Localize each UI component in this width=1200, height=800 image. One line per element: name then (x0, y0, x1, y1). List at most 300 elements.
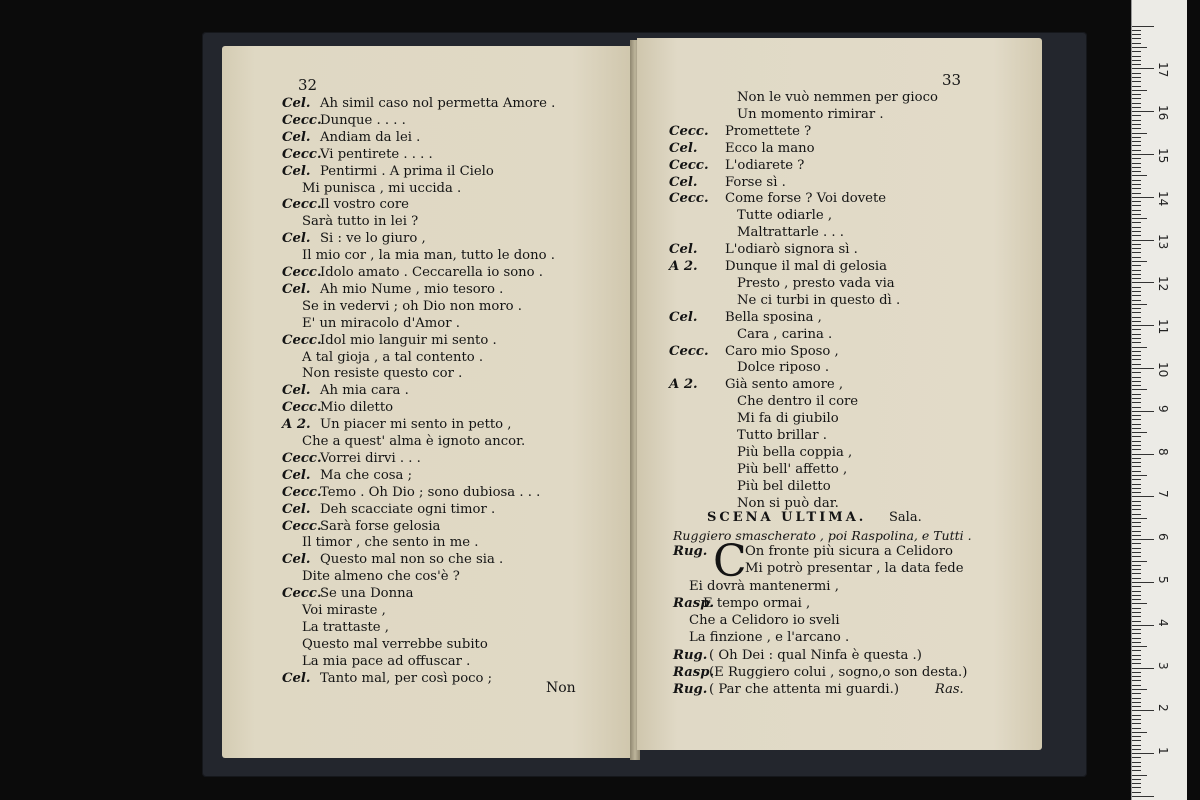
ruler-tick (1132, 270, 1141, 271)
ruler-tick (1132, 137, 1141, 138)
speaker-label: Cel. (669, 174, 698, 190)
ruler-tick (1132, 227, 1141, 228)
ruler-tick (1132, 377, 1141, 378)
verse-line: Ah mia cara . (320, 383, 409, 399)
ruler-tick (1132, 257, 1141, 258)
verse-line: Bella sposina , (725, 309, 822, 325)
ruler-tick (1132, 702, 1141, 703)
ruler-tick (1132, 205, 1141, 206)
ruler-number: 4 (1156, 618, 1170, 627)
ruler-tick (1132, 295, 1141, 296)
ruler-tick (1132, 685, 1141, 686)
ruler-tick (1132, 633, 1141, 634)
ruler-tick (1132, 210, 1141, 211)
ruler-tick (1132, 133, 1147, 134)
ruler-tick (1132, 120, 1141, 121)
speaker-label: Cel. (669, 140, 698, 156)
ruler-tick (1132, 719, 1141, 720)
ruler-tick (1132, 304, 1147, 305)
verse-line: Ecco la mano (725, 140, 815, 156)
ruler-tick (1132, 103, 1141, 104)
ruler-tick (1132, 317, 1141, 318)
ruler-tick (1132, 552, 1141, 553)
verse-line: Vi pentirete . . . . (320, 146, 433, 162)
verse-line: Un momento rimirar . (737, 106, 884, 122)
ruler-tick (1132, 347, 1147, 348)
ruler-tick (1132, 642, 1141, 643)
speaker-label: Cecc. (282, 332, 322, 348)
verse-line: Che a quest' alma è ignoto ancor. (302, 434, 526, 449)
ruler-tick (1132, 488, 1141, 489)
ruler-tick (1132, 231, 1141, 232)
ruler-tick (1132, 740, 1141, 741)
ruler-tick (1132, 364, 1141, 365)
ruler-tick (1132, 86, 1141, 87)
ruler-tick (1132, 732, 1147, 733)
ruler-tick (1132, 475, 1147, 476)
speaker-label: Cel. (282, 501, 311, 517)
ruler-tick (1132, 484, 1141, 485)
speaker-label: Rug. (673, 682, 708, 697)
ruler-tick (1132, 158, 1141, 159)
ruler-tick (1132, 616, 1141, 617)
ruler-tick (1132, 124, 1141, 125)
ruler-tick (1132, 458, 1141, 459)
ruler-tick (1132, 770, 1141, 771)
ruler-tick (1132, 779, 1141, 780)
verse-line: Se in vedervi ; oh Dio non moro . (302, 298, 522, 314)
speaker-label: Cecc. (282, 112, 322, 128)
ruler-tick (1132, 163, 1141, 164)
ruler-tick (1132, 715, 1141, 716)
ruler-number: 15 (1156, 148, 1170, 164)
ruler-tick (1132, 359, 1141, 360)
ruler-tick (1132, 445, 1141, 446)
ruler-number: 9 (1156, 404, 1170, 413)
speaker-label: Cel. (282, 383, 311, 399)
ruler-tick (1132, 449, 1141, 450)
ruler-tick (1132, 278, 1141, 279)
verse-line: Più bel diletto (737, 478, 831, 494)
ruler-tick (1132, 543, 1141, 544)
verse-line: Che a Celidoro io sveli (689, 613, 840, 628)
ruler-number: 17 (1156, 62, 1170, 78)
ruler-tick (1132, 766, 1141, 767)
verse-line: Deh scacciate ogni timor . (320, 501, 496, 517)
ruler-tick (1132, 244, 1141, 245)
ruler-tick (1132, 471, 1141, 472)
speaker-label: Cel. (282, 670, 311, 686)
ruler-tick (1132, 728, 1141, 729)
ruler-tick (1132, 573, 1141, 574)
ruler-number: 10 (1156, 362, 1170, 378)
verse-line: Tutto brillar . (737, 428, 827, 443)
speaker-label: Cel. (282, 163, 311, 179)
verse-line: Caro mio Sposo , (725, 343, 839, 359)
ruler-tick (1132, 325, 1154, 326)
verse-line: Idol mio languir mi sento . (320, 332, 497, 348)
verse-line: Il mio cor , la mia man, tutto le dono . (302, 248, 555, 264)
speaker-label: Rasp. (673, 665, 715, 680)
ruler-tick (1132, 578, 1141, 579)
verse-line: Forse sì . (725, 174, 786, 190)
ruler-tick (1132, 26, 1154, 27)
speaker-label: A 2. (669, 377, 698, 393)
verse-line: Idolo amato . Ceccarella io sono . (320, 265, 543, 280)
scene-heading: SCENA ULTIMA. (707, 510, 867, 525)
ruler-tick (1132, 745, 1141, 746)
scene-location: Sala. (889, 510, 922, 525)
ruler-tick (1132, 128, 1141, 129)
ruler-tick (1132, 47, 1147, 48)
ruler-tick (1132, 175, 1147, 176)
ruler-tick (1132, 621, 1141, 622)
ruler-tick (1132, 64, 1141, 65)
ruler-tick (1132, 591, 1141, 592)
right-page-number: 33 (942, 71, 962, 89)
ruler-tick (1132, 526, 1141, 527)
ruler-tick (1132, 218, 1147, 219)
ruler-tick (1132, 659, 1141, 660)
verse-line: Andiam da lei . (320, 129, 421, 145)
speaker-label: Cel. (282, 231, 311, 247)
ruler-tick (1132, 300, 1141, 301)
ruler-tick (1132, 94, 1141, 95)
ruler-tick (1132, 394, 1141, 395)
verse-line: Dite almeno che cos'è ? (302, 569, 460, 585)
verse-line: Non si può dar. (737, 495, 839, 511)
left-page (222, 46, 634, 758)
verse-line: Ne ci turbi in questo dì . (737, 292, 901, 308)
ruler-tick (1132, 522, 1141, 523)
verse-line: La finzione , e l'arcano . (689, 630, 850, 645)
left-catchword: Non (546, 680, 576, 696)
verse-line: L'odiarete ? (725, 157, 805, 173)
ruler-tick (1132, 355, 1141, 356)
ruler-tick (1132, 265, 1141, 266)
ruler-tick (1132, 321, 1141, 322)
speaker-label: Cel. (282, 281, 311, 297)
ruler-tick (1132, 98, 1141, 99)
speaker-label: Cecc. (282, 265, 322, 280)
ruler-tick (1132, 368, 1154, 369)
ruler-number: 16 (1156, 105, 1170, 121)
ruler-tick (1132, 775, 1147, 776)
ruler-tick (1132, 556, 1141, 557)
speaker-label: Cel. (669, 309, 698, 325)
speaker-label: Cel. (669, 242, 698, 258)
ruler-tick (1132, 676, 1141, 677)
ruler-tick (1132, 261, 1147, 262)
ruler-tick (1132, 466, 1141, 467)
ruler-tick (1132, 334, 1141, 335)
ruler-tick (1132, 214, 1141, 215)
verse-line: Mi punisca , mi uccida . (302, 180, 462, 196)
ruler-tick (1132, 381, 1141, 382)
ruler-tick (1132, 389, 1147, 390)
verse-line: Dolce riposo . (737, 360, 830, 376)
ruler-tick (1132, 638, 1141, 639)
speaker-label: Rug. (673, 648, 708, 663)
ruler-number: 1 (1156, 747, 1170, 755)
verse-line: Più bell' affetto , (737, 461, 848, 477)
ruler-tick (1132, 723, 1141, 724)
ruler-tick (1132, 51, 1141, 52)
speaker-label: A 2. (669, 259, 698, 274)
ruler-tick (1132, 454, 1154, 455)
verse-line: Il vostro core (320, 197, 409, 213)
ruler-tick (1132, 796, 1154, 797)
verse-line: A tal gioja , a tal contento . (302, 349, 484, 365)
ruler-number: 3 (1156, 661, 1170, 670)
verse-line: Cara , carina . (737, 326, 833, 342)
verse-line: Ah simil caso nol permetta Amore . (320, 96, 556, 111)
verse-line: Si : ve lo giuro , (320, 231, 426, 247)
ruler-tick (1132, 698, 1141, 699)
ruler-tick (1132, 582, 1154, 583)
ruler-tick (1132, 496, 1154, 497)
verse-line: (E Ruggiero colui , sogno,o son desta.) (709, 665, 968, 680)
ruler-tick (1132, 787, 1141, 788)
ruler-tick (1132, 608, 1141, 609)
speaker-label: Cecc. (282, 484, 322, 500)
ruler-tick (1132, 68, 1154, 69)
speaker-label: Cecc. (282, 400, 322, 416)
verse-line: Questo mal non so che sia . (320, 552, 504, 568)
ruler-tick (1132, 240, 1154, 241)
ruler-tick (1132, 603, 1147, 604)
ruler-tick (1132, 689, 1147, 690)
ruler-tick (1132, 222, 1141, 223)
ruler-tick (1132, 646, 1147, 647)
ruler-tick (1132, 612, 1141, 613)
ruler-tick (1132, 184, 1141, 185)
ruler-tick (1132, 180, 1141, 181)
ruler-tick (1132, 73, 1141, 74)
right-catchword: Ras. (935, 682, 964, 697)
verse-line: Più bella coppia , (737, 444, 853, 460)
ruler-tick (1132, 531, 1141, 532)
ruler-tick (1132, 43, 1141, 44)
ruler-tick (1132, 252, 1141, 253)
ruler-tick (1132, 115, 1141, 116)
ruler-tick (1132, 509, 1141, 510)
ruler-tick (1132, 402, 1141, 403)
ruler-tick (1132, 792, 1141, 793)
verse-line: Come forse ? Voi dovete (725, 191, 887, 207)
ruler-tick (1132, 38, 1141, 39)
ruler-tick (1132, 145, 1141, 146)
ruler-tick (1132, 539, 1154, 540)
ruler-tick (1132, 762, 1141, 763)
ruler-tick (1132, 111, 1154, 112)
ruler-tick (1132, 201, 1141, 202)
ruler-tick (1132, 749, 1141, 750)
ruler-tick (1132, 385, 1141, 386)
ruler-tick (1132, 398, 1141, 399)
verse-line: Dunque . . . . (320, 112, 406, 128)
speaker-label: A 2. (282, 417, 311, 433)
stage-direction: Ruggiero smascherato , poi Raspolina, e Tutti . (673, 528, 972, 543)
ruler-tick (1132, 411, 1154, 412)
speaker-label: Cecc. (669, 157, 709, 173)
ruler-tick (1132, 505, 1141, 506)
ruler-tick (1132, 372, 1141, 373)
ruler-number: 13 (1156, 233, 1170, 249)
speaker-label: Cel. (282, 552, 311, 568)
speaker-label: Cecc. (282, 197, 322, 213)
speaker-label: Rug. (673, 544, 708, 559)
speaker-label: Cecc. (669, 191, 709, 207)
verse-line: Voi miraste , (302, 603, 386, 618)
ruler-tick (1132, 167, 1141, 168)
ruler-number: 8 (1156, 447, 1170, 456)
ruler-tick (1132, 56, 1141, 57)
verse-line: ( Oh Dei : qual Ninfa è questa .) (709, 648, 922, 663)
ruler-tick (1132, 565, 1141, 566)
ruler-tick (1132, 561, 1147, 562)
ruler-tick (1132, 668, 1154, 669)
ruler-tick (1132, 81, 1141, 82)
ruler-tick (1132, 441, 1141, 442)
ruler-tick (1132, 419, 1141, 420)
ruler-tick (1132, 625, 1154, 626)
verse-line: Un piacer mi sento in petto , (320, 417, 512, 433)
ruler-tick (1132, 736, 1141, 737)
ruler-tick (1132, 34, 1141, 35)
speaker-label: Rasp. (673, 596, 715, 611)
ruler-tick (1132, 415, 1141, 416)
ruler-tick (1132, 407, 1141, 408)
ruler-tick (1132, 424, 1141, 425)
ruler-tick (1132, 107, 1141, 108)
ruler-tick (1132, 663, 1141, 664)
ruler-tick (1132, 569, 1141, 570)
verse-line: Non le vuò nemmen per gioco (737, 90, 938, 105)
verse-line: Ei dovrà mantenermi , (689, 579, 839, 594)
ruler-number: 2 (1156, 704, 1170, 713)
ruler-tick (1132, 248, 1141, 249)
verse-line: E' un miracolo d'Amor . (302, 315, 460, 331)
ruler-tick (1132, 197, 1154, 198)
ruler-tick (1132, 274, 1141, 275)
speaker-label: Cecc. (282, 586, 322, 602)
ruler-tick (1132, 501, 1141, 502)
verse-line: Questo mal verrebbe subito (302, 636, 488, 652)
ruler-tick (1132, 680, 1141, 681)
ruler-number: 6 (1156, 533, 1170, 541)
speaker-label: Cel. (282, 96, 311, 111)
verse-line: La mia pace ad offuscar . (302, 653, 471, 669)
ruler-tick (1132, 141, 1141, 142)
ruler-tick (1132, 492, 1141, 493)
ruler-tick (1132, 312, 1141, 313)
verse-line: Ma che cosa ; (320, 467, 413, 483)
ruler-tick (1132, 548, 1141, 549)
ruler-tick (1132, 338, 1141, 339)
verse-line: Pentirmi . A prima il Cielo (320, 163, 494, 179)
speaker-label: Cecc. (282, 450, 322, 466)
ruler-tick (1132, 171, 1141, 172)
ruler-tick (1132, 535, 1141, 536)
ruler-tick (1132, 235, 1141, 236)
verse-line: Se una Donna (320, 586, 414, 602)
ruler-number: 14 (1156, 190, 1170, 207)
ruler-tick (1132, 629, 1141, 630)
verse-line: Il timor , che sento in me . (302, 535, 479, 551)
measurement-ruler (1131, 0, 1187, 800)
verse-line: Che dentro il core (737, 394, 859, 410)
ruler-tick (1132, 428, 1141, 429)
ruler-tick (1132, 329, 1141, 330)
speaker-label: Cecc. (282, 146, 322, 162)
ruler-tick (1132, 706, 1141, 707)
ruler-tick (1132, 308, 1141, 309)
drop-cap: C (713, 536, 747, 587)
ruler-tick (1132, 342, 1141, 343)
ruler-tick (1132, 757, 1141, 758)
ruler-tick (1132, 30, 1141, 31)
ruler-tick (1132, 462, 1141, 463)
ruler-tick (1132, 753, 1154, 754)
ruler-tick (1132, 291, 1141, 292)
ruler-tick (1132, 586, 1141, 587)
ruler-tick (1132, 77, 1141, 78)
ruler-tick (1132, 672, 1141, 673)
ruler-tick (1132, 193, 1141, 194)
verse-line: Dunque il mal di gelosia (725, 259, 887, 274)
verse-line: Ah mio Nume , mio tesoro . (320, 281, 504, 297)
ruler-number: 7 (1156, 490, 1170, 499)
ruler-tick (1132, 693, 1141, 694)
ruler-tick (1132, 783, 1141, 784)
verse-line: Non resiste questo cor . (302, 366, 463, 382)
left-page-number: 32 (298, 76, 318, 94)
ruler-tick (1132, 60, 1141, 61)
speaker-label: Cecc. (669, 123, 709, 139)
verse-line: E tempo ormai , (703, 596, 811, 611)
speaker-label: Cel. (282, 129, 311, 145)
ruler-tick (1132, 436, 1141, 437)
ruler-tick (1132, 514, 1141, 515)
ruler-tick (1132, 188, 1141, 189)
verse-line: Mi potrò presentar , la data fede (745, 561, 964, 576)
speaker-label: Cecc. (669, 343, 709, 359)
ruler-tick (1132, 518, 1147, 519)
verse-line: Mi fa di giubilo (737, 411, 839, 427)
verse-line: On fronte più sicura a Celidoro (745, 544, 953, 559)
ruler-tick (1132, 432, 1147, 433)
ruler-number: 12 (1156, 276, 1170, 292)
verse-line: La trattaste , (302, 619, 389, 635)
ruler-tick (1132, 650, 1141, 651)
verse-line: Maltrattarle . . . (737, 225, 844, 241)
verse-line: Temo . Oh Dio ; sono dubiosa . . . (320, 484, 541, 500)
speaker-label: Cel. (282, 467, 311, 483)
speaker-label: Cecc. (282, 518, 322, 534)
ruler-tick (1132, 351, 1141, 352)
verse-line: Mio diletto (320, 400, 394, 416)
verse-line: Promettete ? (725, 123, 812, 139)
ruler-tick (1132, 479, 1141, 480)
ruler-tick (1132, 655, 1141, 656)
ruler-tick (1132, 150, 1141, 151)
verse-line: Tanto mal, per così poco ; (320, 670, 493, 686)
ruler-tick (1132, 287, 1141, 288)
ruler-number: 11 (1156, 319, 1170, 335)
ruler-tick (1132, 154, 1154, 155)
right-page (637, 38, 1042, 750)
